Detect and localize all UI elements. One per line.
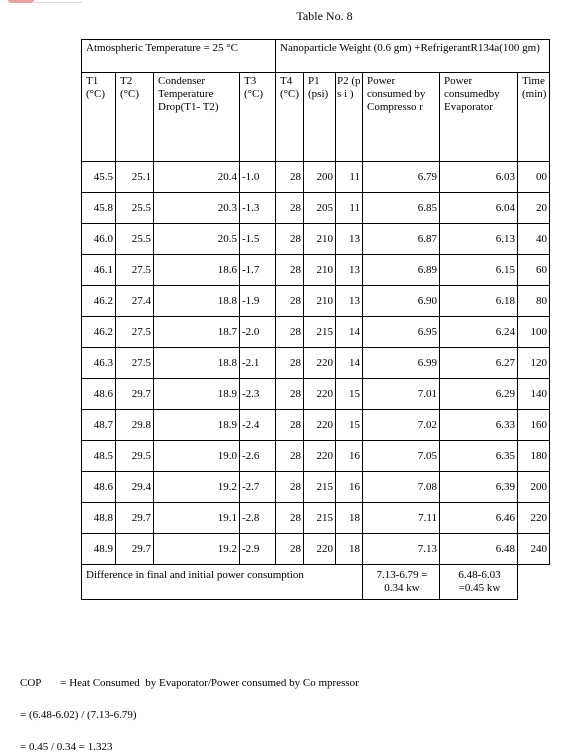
col-header-temperature-drop: Condenser Temperature Drop(T1- T2) <box>154 73 240 162</box>
table-cell: 120 <box>518 348 550 379</box>
table-cell: 28 <box>276 534 304 565</box>
table-cell: 6.29 <box>440 379 518 410</box>
table-title: Table No. 8 <box>296 9 353 23</box>
difference-label: Difference in final and initial power consumption <box>82 565 363 600</box>
table-cell: 215 <box>304 472 336 503</box>
table-cell: 18 <box>336 503 363 534</box>
table-cell: 48.9 <box>82 534 116 565</box>
table-cell: 6.48 <box>440 534 518 565</box>
table-cell: -1.0 <box>240 162 276 193</box>
cop-substitution: = (6.48-6.02) / (7.13-6.79) <box>20 709 137 721</box>
table-cell: 7.08 <box>363 472 440 503</box>
table-cell: 11 <box>336 162 363 193</box>
table-cell: 6.85 <box>363 193 440 224</box>
results-table <box>81 39 550 600</box>
table-cell: 200 <box>304 162 336 193</box>
col-header-time: Time (min) <box>518 73 550 162</box>
table-cell: 6.39 <box>440 472 518 503</box>
table-cell: 25.5 <box>116 193 154 224</box>
table-cell: 6.79 <box>363 162 440 193</box>
table-cell: 220 <box>304 348 336 379</box>
col-header-t1: T1 (°C) <box>82 73 116 162</box>
table-row <box>82 348 550 379</box>
table-cell: 6.33 <box>440 410 518 441</box>
table-cell: 160 <box>518 410 550 441</box>
table-cell: 28 <box>276 286 304 317</box>
table-cell: 240 <box>518 534 550 565</box>
table-cell: -2.7 <box>240 472 276 503</box>
table-cell: 180 <box>518 441 550 472</box>
table-cell: 6.18 <box>440 286 518 317</box>
table-cell: 27.5 <box>116 255 154 286</box>
col-header-compressor-power: Power consumed by Compresso r <box>363 73 440 162</box>
empty-cell <box>518 565 550 600</box>
col-header-evaporator-power: Power consumedby Evaporator <box>440 73 518 162</box>
cop-formula: COP = Heat Consumed by Evaporator/Power consumed by Co mpressor <box>20 677 359 689</box>
table-cell: -1.9 <box>240 286 276 317</box>
table-cell: 13 <box>336 286 363 317</box>
table-cell: -2.0 <box>240 317 276 348</box>
table-cell: 28 <box>276 410 304 441</box>
compressor-difference <box>363 565 440 600</box>
table-cell: -2.9 <box>240 534 276 565</box>
table-cell: 29.5 <box>116 441 154 472</box>
table-cell: 19.0 <box>154 441 240 472</box>
table-cell: 6.03 <box>440 162 518 193</box>
table-cell: 28 <box>276 379 304 410</box>
table-cell: 6.46 <box>440 503 518 534</box>
table-cell: 00 <box>518 162 550 193</box>
table-row <box>82 317 550 348</box>
table-cell: 6.04 <box>440 193 518 224</box>
table-cell: 28 <box>276 193 304 224</box>
table-cell: 18.8 <box>154 286 240 317</box>
table-cell: 13 <box>336 255 363 286</box>
table-row <box>82 255 550 286</box>
table-cell: 7.02 <box>363 410 440 441</box>
table-cell: 45.8 <box>82 193 116 224</box>
table-cell: 215 <box>304 317 336 348</box>
table-cell: 29.7 <box>116 503 154 534</box>
table-cell: 7.01 <box>363 379 440 410</box>
table-cell: 80 <box>518 286 550 317</box>
table-cell: -2.1 <box>240 348 276 379</box>
table-cell: 7.13 <box>363 534 440 565</box>
evaporator-difference-line2: =0.45 kw <box>458 582 501 594</box>
table-cell: 16 <box>336 472 363 503</box>
table-cell: 6.89 <box>363 255 440 286</box>
col-header-p1: P1 (psi) <box>304 73 336 162</box>
table-cell: 210 <box>304 286 336 317</box>
table-cell: 6.15 <box>440 255 518 286</box>
table-cell: 25.1 <box>116 162 154 193</box>
table-cell: 220 <box>518 503 550 534</box>
table-cell: 220 <box>304 441 336 472</box>
table-cell: 140 <box>518 379 550 410</box>
table-cell: 15 <box>336 410 363 441</box>
table-cell: -1.7 <box>240 255 276 286</box>
table-cell: 48.5 <box>82 441 116 472</box>
col-header-t3: T3 (°C) <box>240 73 276 162</box>
difference-row <box>82 565 550 600</box>
atmospheric-temperature-header: Atmospheric Temperature = 25 °C <box>82 40 276 73</box>
col-header-p2: P2 (ps i ) <box>336 73 363 162</box>
table-cell: 18.9 <box>154 379 240 410</box>
col-header-t4: T4 (°C) <box>276 73 304 162</box>
table-cell: 18 <box>336 534 363 565</box>
table-cell: 28 <box>276 441 304 472</box>
table-cell: 28 <box>276 472 304 503</box>
table-cell: 29.7 <box>116 534 154 565</box>
table-cell: 40 <box>518 224 550 255</box>
table-cell: 18.7 <box>154 317 240 348</box>
table-cell: 6.24 <box>440 317 518 348</box>
table-cell: 20.3 <box>154 193 240 224</box>
table-cell: 28 <box>276 503 304 534</box>
table-cell: 48.6 <box>82 379 116 410</box>
table-row <box>82 286 550 317</box>
table-cell: 13 <box>336 224 363 255</box>
table-cell: 28 <box>276 317 304 348</box>
table-cell: 46.2 <box>82 317 116 348</box>
table-cell: -1.5 <box>240 224 276 255</box>
table-row <box>82 193 550 224</box>
table-cell: 46.1 <box>82 255 116 286</box>
table-cell: -2.6 <box>240 441 276 472</box>
table-cell: 16 <box>336 441 363 472</box>
evaporator-difference <box>440 565 518 600</box>
table-cell: 20.4 <box>154 162 240 193</box>
table-cell: 48.7 <box>82 410 116 441</box>
table-cell: 18.8 <box>154 348 240 379</box>
table-row <box>82 379 550 410</box>
table-cell: 210 <box>304 255 336 286</box>
table-cell: 220 <box>304 410 336 441</box>
table-cell: 215 <box>304 503 336 534</box>
table-cell: 27.4 <box>116 286 154 317</box>
table-cell: 29.4 <box>116 472 154 503</box>
table-row <box>82 534 550 565</box>
table-cell: 14 <box>336 348 363 379</box>
table-cell: 46.2 <box>82 286 116 317</box>
table-cell: 46.0 <box>82 224 116 255</box>
table-cell: 210 <box>304 224 336 255</box>
corner-decoration <box>0 0 82 6</box>
cop-result: = 0.45 / 0.34 = 1.323 <box>20 741 113 753</box>
table-cell: 25.5 <box>116 224 154 255</box>
table-cell: 60 <box>518 255 550 286</box>
table-cell: 220 <box>304 379 336 410</box>
table-cell: 6.95 <box>363 317 440 348</box>
table-cell: -2.3 <box>240 379 276 410</box>
table-cell: -2.8 <box>240 503 276 534</box>
table-cell: 6.90 <box>363 286 440 317</box>
compressor-difference-line1: 7.13-6.79 = <box>376 569 428 581</box>
table-cell: 6.27 <box>440 348 518 379</box>
nanoparticle-weight-header: Nanoparticle Weight (0.6 gm) +RefrigerantR134a(100 gm) <box>276 40 550 73</box>
table-cell: 7.11 <box>363 503 440 534</box>
table-cell: 28 <box>276 255 304 286</box>
table-cell: 48.8 <box>82 503 116 534</box>
table-cell: 45.5 <box>82 162 116 193</box>
table-row <box>82 441 550 472</box>
table-row <box>82 410 550 441</box>
compressor-difference-line2: 0.34 kw <box>384 582 420 594</box>
table-row <box>82 162 550 193</box>
table-cell: 19.1 <box>154 503 240 534</box>
table-cell: 27.5 <box>116 317 154 348</box>
table-cell: 29.7 <box>116 379 154 410</box>
table-cell: 6.87 <box>363 224 440 255</box>
table-cell: 29.8 <box>116 410 154 441</box>
table-cell: 15 <box>336 379 363 410</box>
table-cell: 6.99 <box>363 348 440 379</box>
table-cell: 27.5 <box>116 348 154 379</box>
table-cell: 18.9 <box>154 410 240 441</box>
table-cell: 20 <box>518 193 550 224</box>
table-cell: 6.13 <box>440 224 518 255</box>
table-row <box>82 472 550 503</box>
table-cell: 7.05 <box>363 441 440 472</box>
table-cell: 46.3 <box>82 348 116 379</box>
table-cell: 6.35 <box>440 441 518 472</box>
table-cell: 28 <box>276 224 304 255</box>
table-cell: 19.2 <box>154 472 240 503</box>
table-cell: 220 <box>304 534 336 565</box>
table-cell: -2.4 <box>240 410 276 441</box>
table-cell: 19.2 <box>154 534 240 565</box>
table-cell: 11 <box>336 193 363 224</box>
col-header-t2: T2 (°C) <box>116 73 154 162</box>
table-cell: 28 <box>276 348 304 379</box>
table-row <box>82 503 550 534</box>
table-cell: 200 <box>518 472 550 503</box>
table-row <box>82 224 550 255</box>
table-cell: 20.5 <box>154 224 240 255</box>
table-cell: 48.6 <box>82 472 116 503</box>
table-cell: -1.3 <box>240 193 276 224</box>
table-cell: 205 <box>304 193 336 224</box>
evaporator-difference-line1: 6.48-6.03 <box>458 569 501 581</box>
table-cell: 14 <box>336 317 363 348</box>
table-cell: 28 <box>276 162 304 193</box>
table-cell: 100 <box>518 317 550 348</box>
table-cell: 18.6 <box>154 255 240 286</box>
